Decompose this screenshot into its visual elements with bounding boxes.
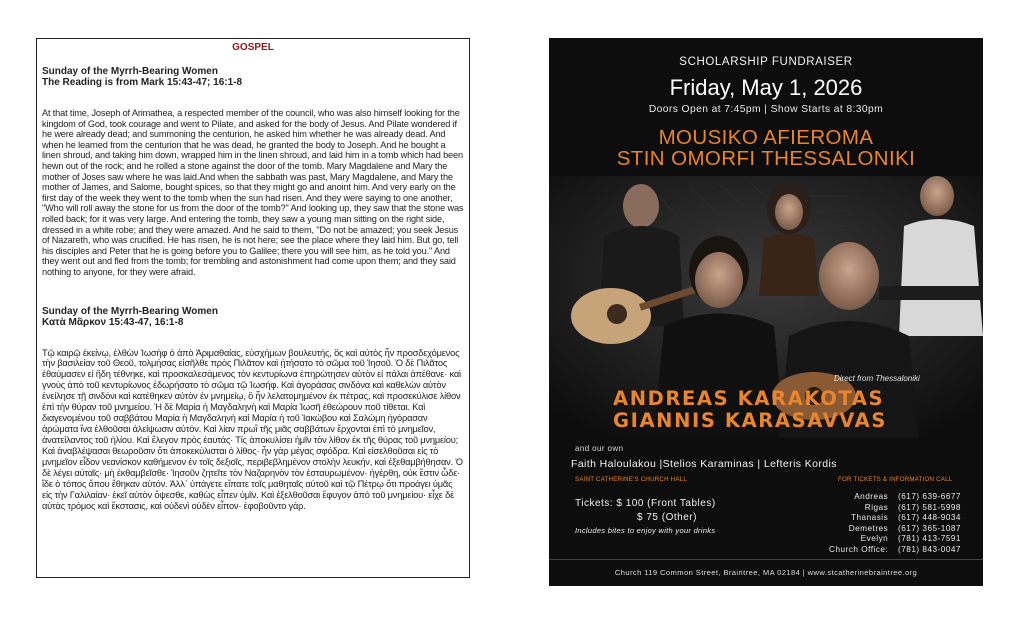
- ticket-price-other: $ 75 (Other): [637, 512, 697, 523]
- gospel-title: GOSPEL: [232, 42, 274, 53]
- footer-divider: [549, 559, 983, 560]
- english-reading-text: At that time, Joseph of Arimathea, a respected member of the council, who was also himself looking for the kingdom of God, took courage and went to Pilate, and asked for the body of Jesus. And Pilate wondered if he were already dead; and summoning the centurion, he asked him whether he was already dead. And when he learned from the centurion that he was dead, he granted the body to Joseph. And he bought a linen shroud, and taking him down, wrapped him in the linen shroud, and laid him in a tomb which had been hewn out of the rock; and he rolled a stone against the door of the tomb. Mary Magdalene and Mary the mother of Joses saw where he was laid.And when the sabbath was past, Mary Magdalene, and Mary the mother of James, and Salome, bought spices, so that they might go and anoint him. And very early on the first day of the week they went to the tomb when the sun had risen. And they were saying to one another, "Who will roll away the stone for us from the door of the tomb?" And looking up, they saw that the stone was rolled back; for it was very large. And entering the tomb, they saw a young man sitting on the right side, dressed in a white robe; and they were amazed. And he said to them, "Do not be amazed; you seek Jesus of Nazareth, who was crucified. He has risen, he is not here; see the place where they laid him. But go, tell his disciples and Peter that he is going before you to Galilee; there you will see him, as he told you." And they went out and fled from the tomb; for trembling and astonishment had come upon them; and they said nothing to anyone, for they were afraid.: [42, 108, 464, 277]
- direct-from-label: Direct from Thessaloniki: [834, 374, 920, 383]
- event-times: Doors Open at 7:45pm | Show Starts at 8:30pm: [648, 104, 884, 115]
- contact-row: Andreas (617) 639-6677: [854, 492, 961, 501]
- section-spacer: [42, 278, 464, 306]
- contact-row: Church Office: (781) 843-0047: [829, 544, 961, 554]
- greek-reading-text: Τῷ καιρῷ ἐκείνῳ, ἐλθὼν Ἰωσὴφ ὁ ἀπὸ Ἀριμαθαίας, εὐσχήμων βουλευτής, ὃς καὶ αὐτὸς ἦν προσδεχόμενος τὴν βασιλείαν τοῦ Θεοῦ, τολμήσας εἰσῆλθε πρὸς Πιλᾶτον καὶ ᾐτήσατο τὸ σῶμα τοῦ Ἰησοῦ. Ὁ δὲ Πιλᾶτος ἐθαύμασεν εἰ ἤδη τέθνηκε, καὶ προσκαλεσάμενος τὸν κεντυρίωνα ἐπηρώτησεν αὐτὸν εἰ πάλαι ἀπέθανε· καὶ γνοὺς ἀπὸ τοῦ κεντυρίωνος ἐδωρήσατο τὸ σῶμα τῷ Ἰωσήφ. Καὶ ἀγοράσας σινδόνα καὶ καθελὼν αὐτὸν ἐνείλησε τῇ σινδόνι καὶ κατέθηκεν αὐτὸν ἐν μνημείῳ, ὃ ἦν λελατομημένον ἐκ πέτρας, καὶ προσεκύλισε λίθον ἐπὶ τὴν θύραν τοῦ μνημείου. Ἡ δὲ Μαρία ἡ Μαγδαληνὴ καὶ Μαρία Ἰωσῆ ἐθεώρουν ποῦ τίθεται. Καὶ διαγενομένου τοῦ σαββάτου Μαρία ἡ Μαγδαληνὴ καὶ Μαρία ἡ τοῦ Ἰακώβου καὶ Σαλώμη ἠγόρασαν ἀρώματα ἵνα ἐλθοῦσαι ἀλείψωσιν αὐτόν. Καὶ λίαν πρωῒ τῆς μιᾶς σαββάτων ἔρχονται ἐπὶ τὸ μνημεῖον, ἀνατείλαντος τοῦ ἡλίου. Καὶ ἔλεγον πρὸς ἑαυτάς· Τίς ἀποκυλίσει ἡμῖν τὸν λίθον ἐκ τῆς θύρας τοῦ μνημείου; Καὶ ἀναβλέψασαι θεωροῦσιν ὅτι ἀποκεκύλισται ὁ λίθος· ἦν γὰρ μέγας σφόδρα. Καὶ εἰσελθοῦσαι εἰς τὸ μνημεῖον εἶδον νεανίσκον καθήμενον ἐν τοῖς δεξιοῖς, περιβεβλημένον στολὴν λευκήν, καὶ ἐξεθαμβήθησαν. Ὁ δὲ λέγει αὐταῖς· μὴ ἐκθαμβεῖσθε· Ἰησοῦν ζητεῖτε τὸν Ναζαρηνὸν τὸν ἐσταυρωμένον· ἠγέρθη, οὐκ ἔστιν ὧδε· ἴδε ὁ τόπος ὅπου ἔθηκαν αὐτόν. Ἀλλ᾽ ὑπάγετε εἴπατε τοῖς μαθηταῖς αὐτοῦ καὶ τῷ Πέτρῳ ὅτι προάγει ὑμᾶς εἰς τὴν Γαλιλαίαν· ἐκεῖ αὐτὸν ὄψεσθε, καθὼς εἶπεν ὑμῖν. Καὶ ἐξελθοῦσαι ἔφυγον ἀπὸ τοῦ μνημείου· εἶχε δὲ αὐτὰς τρόμος καὶ ἔκστασις, καὶ οὐδενὶ οὐδὲν εἶπον· ἐφοβοῦντο γάρ.: [42, 347, 463, 511]
- includes-note: Includes bites to enjoy with your drinks: [575, 526, 716, 535]
- contact-row: Rigas (617) 581-5998: [864, 502, 961, 512]
- flyer-subtitle: SCHOLARSHIP FUNDRAISER: [679, 56, 853, 68]
- artist-name-2: GIANNIS KARASAVVAS: [613, 409, 887, 432]
- artist-name-1: ANDREAS KARAKOTAS: [613, 387, 885, 410]
- event-title-line-2: STIN OMORFI THESSALONIKI: [616, 147, 916, 170]
- ticket-price-front: Tickets: $ 100 (Front Tables): [575, 498, 716, 509]
- contact-list: [741, 492, 961, 556]
- contact-row: Demetres (617) 365-1087: [848, 523, 961, 533]
- footer-address: Church 119 Common Street, Braintree, MA 02184 | www.stcatherinebraintree.org: [614, 568, 918, 577]
- fundraiser-flyer: [549, 38, 983, 586]
- event-title-line-1: MOUSIKO AFIEROMA: [658, 126, 874, 149]
- local-artists: Faith Haloulakou |Stelios Karaminas | Lefteris Kordis: [571, 458, 837, 470]
- greek-heading-1: Sunday of the Myrrh-Bearing Women: [42, 305, 218, 317]
- tickets-info-label: FOR TICKETS & INFORMATION CALL: [838, 476, 953, 483]
- event-date: Friday, May 1, 2026: [669, 75, 863, 100]
- greek-heading-2: Κατὰ Μᾶρκον 15:43-47, 16:1-8: [42, 316, 184, 328]
- venue-label: SAINT CATHERINE'S CHURCH HALL: [575, 476, 687, 483]
- contact-row: Thanasis (617) 448-9034: [850, 513, 961, 523]
- gospel-page: [36, 38, 470, 578]
- english-heading-2: The Reading is from Mark 15:43-47; 16:1-8: [42, 77, 243, 88]
- contact-row: Evelyn (781) 413-7591: [860, 534, 961, 544]
- and-our-own-label: and our own: [575, 444, 624, 453]
- english-heading-1: Sunday of the Myrrh-Bearing Women: [42, 66, 218, 77]
